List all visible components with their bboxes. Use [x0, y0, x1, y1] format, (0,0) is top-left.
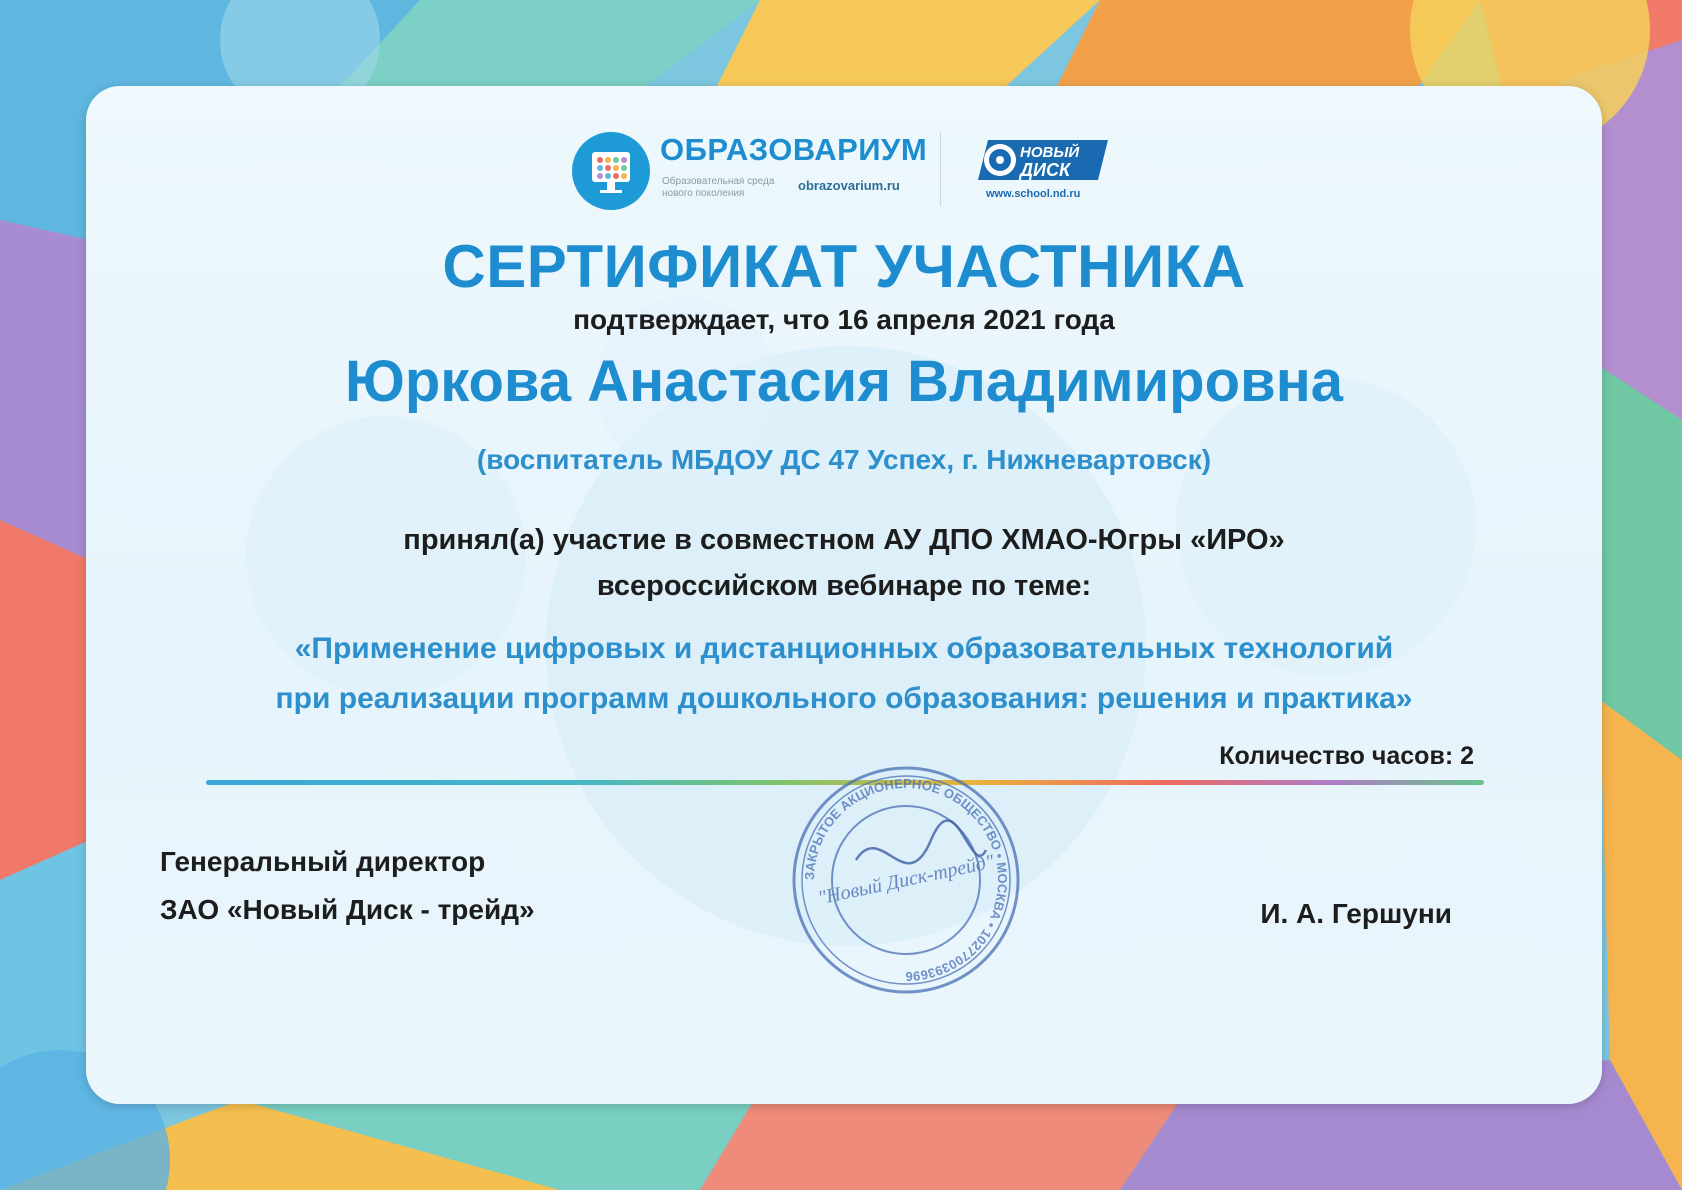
stamp-center-text: "Новый Диск-трейд" — [815, 850, 997, 910]
obrazovarium-tagline: Образовательная среда нового поколения — [662, 176, 775, 199]
svg-text:НОВЫЙ: НОВЫЙ — [1020, 144, 1080, 161]
obrazovarium-url: obrazovarium.ru — [798, 178, 900, 193]
signer-title-line-1: Генеральный директор — [160, 846, 486, 877]
webinar-topic-line-1: «Применение цифровых и дистанционных образовательных технологий — [294, 632, 1394, 665]
novy-disk-logo-icon — [974, 134, 1108, 186]
confirm-text: подтверждает, что 16 апреля 2021 года — [573, 304, 1115, 335]
recipient-position: (воспитатель МБДОУ ДС 47 Успех, г. Нижневартовск) — [476, 444, 1212, 475]
certificate-card — [86, 86, 1602, 1104]
obrazovarium-logo-icon — [572, 132, 650, 210]
signer-name: И. А. Гершуни — [1260, 898, 1452, 929]
svg-text:ДИСК: ДИСК — [1020, 160, 1071, 180]
company-stamp — [786, 760, 1026, 1000]
stamp-ring-text: ЗАКРЫТОЕ АКЦИОНЕРНОЕ ОБЩЕСТВО • МОСКВА • 1027700393696 — [801, 775, 1011, 985]
logo-divider — [940, 132, 941, 206]
participation-line-2: всероссийском вебинаре по теме: — [596, 570, 1092, 602]
certificate-title: СЕРТИФИКАТ УЧАСТНИКА — [442, 233, 1246, 300]
obrazovarium-logo-title: ОБРАЗОВАРИУМ — [660, 132, 928, 167]
novy-disk-url: www.school.nd.ru — [986, 188, 1081, 200]
signer-title-line-2: ЗАО «Новый Диск - трейд» — [160, 894, 535, 925]
webinar-topic-line-2: при реализации программ дошкольного образования: решения и практика» — [275, 682, 1413, 715]
hours-count: Количество часов: 2 — [1219, 742, 1474, 770]
participation-line-1: принял(а) участие в совместном АУ ДПО ХМАО-Югры «ИРО» — [403, 524, 1285, 556]
recipient-name: Юркова Анастасия Владимировна — [345, 349, 1343, 414]
